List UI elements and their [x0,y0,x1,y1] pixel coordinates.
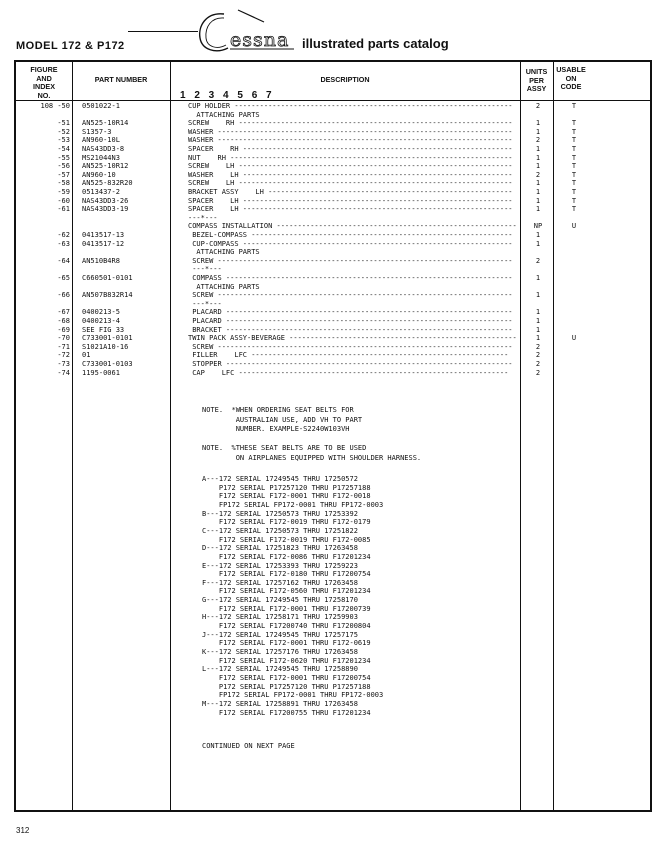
serial-line: K---172 SERIAL 17257176 THRU 17263458 [202,648,358,656]
units-cell: 1 [535,274,541,282]
description-cell: WASHER ---------------------------------------------------------------------- [188,127,513,136]
usable-code-cell: U [571,334,577,343]
description-cell: PLACARD -------------------------------------------------------------------- [188,317,513,325]
serial-line: F172 SERIAL F17200755 THRU F17201234 [202,708,371,717]
units-cell: 1 [535,239,541,248]
serial-line: F172 SERIAL F172-0560 THRU F17201234 [202,587,371,596]
serial-line: M---172 SERIAL 17258891 THRU 17263458 [202,699,358,708]
model-title: MODEL 172 & P172 [16,40,125,52]
table-row [16,369,650,378]
description-cell: SPACER LH ---------------------------------------------------------------- [188,196,513,205]
part-number-cell: NAS43DD3-26 [82,196,129,205]
part-number-cell: 01 [82,351,91,360]
description-cell: COMPASS INSTALLATION --------------------------------------------------------- [188,222,517,231]
part-number-cell: 0400213-4 [82,317,120,325]
part-number-cell: C733001-0103 [82,360,133,368]
table-row [16,257,650,266]
usable-code-cell: T [571,119,577,128]
description-cell: ---*--- [188,213,218,222]
units-cell: 1 [535,317,541,325]
table-row [16,119,650,128]
header-figure-index [16,66,72,100]
description-cell: CUP HOLDER ------------------------------------------------------------------ [188,102,513,110]
table-row [16,360,650,369]
description-cell: SCREW LH ----------------------------------------------------------------- [188,162,513,171]
figure-index-cell: -62 [57,231,70,239]
description-cell: NUT RH ------------------------------------------------------------------- [188,153,513,162]
note-line: AUSTRALIAN USE, ADD VH TO PART [202,415,363,424]
figure-index-cell: -56 [57,162,70,171]
description-cell: STOPPER -------------------------------------------------------------------- [188,360,513,368]
cessna-logo [194,8,298,56]
description-cell: BEZEL-COMPASS -------------------------------------------------------------- [188,231,513,239]
header-description: DESCRIPTION [320,75,370,84]
figure-index-cell: -71 [57,342,70,351]
table-row [16,265,650,274]
units-cell: 2 [535,360,541,368]
figure-index-cell: -68 [57,317,70,325]
serial-line: F172 SERIAL F172-0001 THRU F172-0619 [202,639,371,648]
units-cell: 1 [535,196,541,205]
catalog-title: illustrated parts catalog [302,36,449,51]
header-divider [16,100,650,101]
table-row [16,222,650,231]
units-cell: 2 [535,102,541,110]
description-cell: TWIN PACK ASSY-BEVERAGE ------------------------------------------------------ [188,334,517,343]
units-cell: 2 [535,342,541,351]
serial-line: B---172 SERIAL 17250573 THRU 17253392 [202,509,358,518]
part-number-cell: SEE FIG 33 [82,325,125,334]
units-cell: 2 [535,351,541,360]
usable-code-cell: T [571,170,577,179]
table-row [16,154,650,163]
table-row [16,128,650,137]
note-line: ON AIRPLANES EQUIPPED WITH SHOULDER HARNESS. [202,453,422,462]
figure-index-cell: -70 [57,334,70,343]
usable-code-cell: T [571,205,577,214]
table-row [16,274,650,283]
usable-code-cell: T [571,153,577,162]
description-cell: CUP-COMPASS ---------------------------------------------------------------- [188,239,513,248]
table-row [16,248,650,257]
note-line: NUMBER. EXAMPLE-S2240W103VH [202,425,350,433]
part-number-cell: 0513437-2 [82,188,120,196]
part-number-cell: S1021A10-16 [82,342,129,351]
header-description-codes: 1 2 3 4 5 6 7 [180,90,275,101]
description-cell: PLACARD -------------------------------------------------------------------- [188,308,513,317]
figure-index-cell: -72 [57,351,70,360]
serial-line: P172 SERIAL P17257120 THRU P17257188 [202,483,371,492]
part-number-cell: 0413517-13 [82,231,125,239]
brand-rule [128,31,198,32]
units-cell: 1 [535,308,541,317]
table-row [16,136,650,145]
table-row [16,205,650,214]
part-number-cell: AN960-10L [82,136,120,145]
units-cell: 1 [535,325,541,334]
description-cell: SCREW RH ----------------------------------------------------------------- [188,119,513,128]
figure-index-cell: -63 [57,239,70,248]
serial-line: F172 SERIAL F172-0001 THRU F17200739 [202,604,371,613]
figure-index-cell: -64 [57,256,70,265]
part-number-cell: S1357-3 [82,127,112,136]
usable-code-cell: T [571,102,577,110]
table-row [16,334,650,343]
figure-index-cell: -54 [57,145,70,153]
usable-code-cell: T [571,196,577,205]
serial-line: D---172 SERIAL 17251823 THRU 17263458 [202,544,358,553]
usable-code-cell: T [571,188,577,196]
units-cell: 1 [535,145,541,153]
description-cell: COMPASS -------------------------------------------------------------------- [188,274,513,282]
serial-line: F172 SERIAL F172-0086 THRU F17201234 [202,552,371,561]
serial-line: L---172 SERIAL 17249545 THRU 17258890 [202,665,358,674]
units-cell: 1 [535,162,541,171]
table-row [16,291,650,300]
table-row [16,188,650,197]
units-cell: 1 [535,127,541,136]
description-cell: BRACKET ASSY LH ---------------------------------------------------------- [188,188,513,196]
table-row [16,102,650,111]
table-row [16,162,650,171]
units-cell: 1 [535,179,541,188]
part-number-cell: C733001-0101 [82,334,133,343]
description-cell: ---*--- [188,299,222,308]
units-cell: 1 [535,119,541,128]
serial-line: F---172 SERIAL 17257162 THRU 17263458 [202,578,358,587]
table-row [16,283,650,292]
figure-index-cell: -66 [57,291,70,300]
part-number-cell: NAS43DD3-8 [82,145,125,153]
usable-code-cell: T [571,145,577,153]
units-cell: 2 [535,136,541,145]
description-cell: SCREW ---------------------------------------------------------------------- [188,291,513,300]
table-row [16,171,650,180]
part-number-cell: MS21044N3 [82,153,120,162]
figure-index-cell: -60 [57,196,70,205]
serial-line: FP172 SERIAL FP172-0001 THRU FP172-0003 [202,500,384,509]
part-number-cell: AN507B832R14 [82,291,133,300]
part-number-cell: 0501022-1 [82,102,120,110]
table-row [16,111,650,120]
usable-code-cell: T [571,162,577,171]
table-row [16,179,650,188]
figure-index-cell: -67 [57,308,70,317]
header-usable: USABLE ON CODE [556,65,586,91]
units-cell: 1 [535,205,541,214]
description-cell: WASHER LH ---------------------------------------------------------------- [188,170,513,179]
serial-line: F172 SERIAL F172-0180 THRU F17200754 [202,570,371,579]
units-cell: 2 [535,256,541,265]
units-cell: 1 [535,334,541,343]
description-cell: SCREW ---------------------------------------------------------------------- [188,342,513,351]
part-number-cell: C660501-0101 [82,274,133,282]
serial-line: F172 SERIAL F172-0001 THRU F172-0018 [202,492,371,501]
serial-line: F172 SERIAL F172-0019 THRU F172-0085 [202,535,371,544]
table-row [16,197,650,206]
figure-index-cell: -53 [57,136,70,145]
description-cell: SCREW LH ----------------------------------------------------------------- [188,179,513,188]
part-number-cell: 0400213-5 [82,308,120,317]
part-number-cell: AN960-10 [82,170,116,179]
part-number-cell: 1195-0061 [82,368,120,377]
units-cell: 1 [535,188,541,196]
note-line: NOTE. *WHEN ORDERING SEAT BELTS FOR [202,406,354,414]
description-cell: WASHER ---------------------------------------------------------------------- [188,136,513,145]
part-number-cell: AN525-832R20 [82,179,133,188]
header-units: UNITS PER ASSY [525,67,548,93]
note-line: NOTE. %THESE SEAT BELTS ARE TO BE USED [202,444,367,452]
description-cell: ATTACHING PARTS [188,282,260,291]
serial-line: A---172 SERIAL 17249545 THRU 17250572 [202,475,358,483]
description-cell: SPACER LH ---------------------------------------------------------------- [188,205,513,214]
table-row [16,317,650,326]
figure-index-cell: -52 [57,127,70,136]
description-cell: SCREW ---------------------------------------------------------------------- [188,256,513,265]
table-row [16,214,650,223]
figure-index-cell: 108 -50 [40,102,70,110]
table-row [16,343,650,352]
part-number-cell: AN525-10R12 [82,162,129,171]
figure-index-cell: -73 [57,360,70,368]
figure-index-cell: -55 [57,153,70,162]
description-cell: ATTACHING PARTS [188,248,260,257]
header-part-number: PART NUMBER [94,75,148,84]
serial-line: P172 SERIAL P17257120 THRU P17257188 [202,682,371,691]
usable-code-cell: T [571,136,577,145]
units-cell: 1 [535,153,541,162]
figure-index-cell: -65 [57,274,70,282]
figure-index-cell: -74 [57,368,70,377]
table-row [16,240,650,249]
header-figure-label: FIGURE AND INDEX NO. [30,65,58,100]
serial-line: J---172 SERIAL 17249545 THRU 17257175 [202,630,358,639]
page-number: 312 [16,826,30,835]
serial-line: F172 SERIAL F172-0001 THRU F17200754 [202,673,371,682]
description-cell: FILLER LFC ------------------------------------------------------------- [188,351,509,360]
table-row [16,326,650,335]
figure-index-cell: -57 [57,170,70,179]
description-cell: CAP LFC ---------------------------------------------------------------- [188,368,509,377]
figure-index-cell: -59 [57,188,70,196]
units-cell: 1 [535,231,541,239]
usable-code-cell: T [571,127,577,136]
figure-index-cell: -51 [57,119,70,128]
serial-line: FP172 SERIAL FP172-0001 THRU FP172-0003 [202,691,384,700]
continued-note: CONTINUED ON NEXT PAGE [202,742,295,750]
description-cell: ATTACHING PARTS [188,110,260,119]
units-cell: NP [533,222,543,231]
serial-line: H---172 SERIAL 17258171 THRU 17259903 [202,613,358,622]
table-row [16,231,650,240]
figure-index-cell: -61 [57,205,70,214]
usable-code-cell: T [571,179,577,188]
serial-line: F172 SERIAL F17200740 THRU F17200804 [202,622,371,631]
description-cell: BRACKET -------------------------------------------------------------------- [188,325,513,334]
serial-line: C---172 SERIAL 17250573 THRU 17251822 [202,526,358,535]
part-number-cell: 0413517-12 [82,239,125,248]
table-row [16,145,650,154]
table-row [16,351,650,360]
part-number-cell: NAS43DD3-19 [82,205,129,214]
figure-index-cell: -58 [57,179,70,188]
units-cell: 2 [535,170,541,179]
serial-line: F172 SERIAL F172-0019 THRU F172-0179 [202,518,371,527]
page-header [0,0,672,60]
part-number-cell: AN525-10R14 [82,119,129,128]
serial-line: G---172 SERIAL 17249545 THRU 17258170 [202,596,358,605]
units-cell: 2 [535,368,541,377]
table-row [16,308,650,317]
serial-line: E---172 SERIAL 17253393 THRU 17259223 [202,561,358,570]
svg-text:essna: essna [230,29,290,51]
parts-table [14,60,652,812]
units-cell: 1 [535,291,541,300]
figure-index-cell: -69 [57,325,70,334]
description-cell: ---*--- [188,265,222,274]
part-number-cell: AN510B4R8 [82,256,120,265]
serial-line: F172 SERIAL F172-0620 THRU F17201234 [202,656,371,665]
description-cell: SPACER RH ---------------------------------------------------------------- [188,145,513,153]
usable-code-cell: U [571,222,577,231]
table-row [16,300,650,309]
